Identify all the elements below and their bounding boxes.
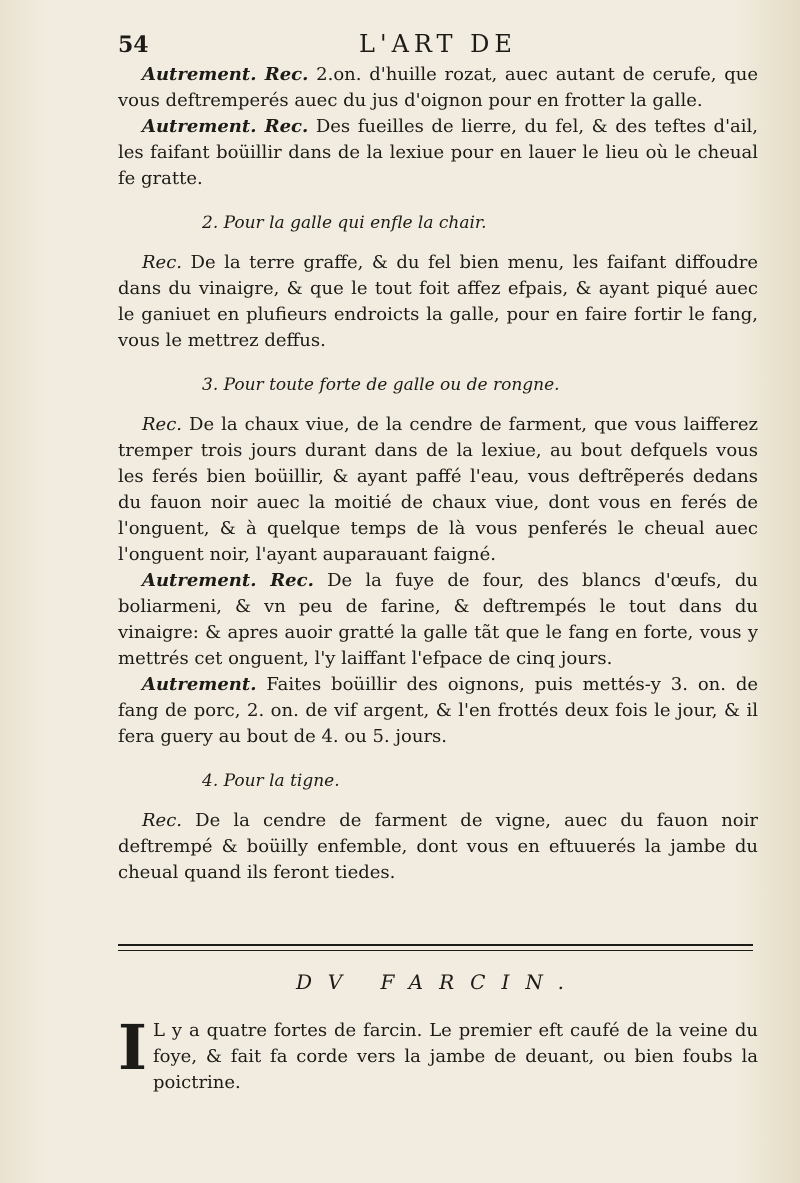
section-paragraph <box>118 1011 758 1096</box>
paragraph-text: De la terre graffe, & du fel bien menu, les faifant diffoudre dans du vinaigre, & que le tout foit affez efpais, & ayant piqué auec le ganiuet en plufieurs endroicts la galle, pour en faire fortir le fang, vous le mettrez deffus. <box>118 252 758 351</box>
section-divider <box>118 944 753 951</box>
recipe-label: Rec. <box>142 414 183 435</box>
paragraph-text: De la chaux viue, de la cendre de farment, que vous laifferez tremper trois jours durant dans de la lexiue, au bout defquels vous les ferés bien boüillir, & ayant paffé l'eau, vous deftrẽperés dedans du fauon noir auec la moitié de chaux viue, dont vous en ferés de l'onguent, & à quelque temps de là vous penferés le cheual auec l'onguent noir, l'ayant auparauant faigné. <box>118 414 758 565</box>
paragraph <box>118 250 758 354</box>
paragraph-text: De la cendre de farment de vigne, auec du fauon noir deftrempé & boüilly enfemble, dont vous en eftuuerés la jambe du cheual quand ils feront tiedes. <box>118 810 758 883</box>
page-header <box>118 28 758 64</box>
subheading: 3. Pour toute forte de galle ou de rongne. <box>202 375 560 395</box>
paragraph <box>118 114 758 192</box>
paragraph <box>118 808 758 886</box>
paragraph <box>118 62 758 114</box>
recipe-label: Autrement. Rec. <box>142 116 309 137</box>
paragraph-text: Faites boüillir des oignons, puis mettés-y 3. on. de fang de porc, 2. on. de vif argent, & l'en frottés deux fois le jour, & il fera guery au bout de 4. ou 5. jours. <box>118 674 758 747</box>
subheading: 4. Pour la tigne. <box>202 771 340 791</box>
section-title: DV FARCIN. <box>296 970 580 994</box>
paragraph <box>118 672 758 750</box>
recipe-label: Autrement. Rec. <box>142 64 309 85</box>
recipe-label: Rec. <box>142 252 183 273</box>
paragraph <box>118 568 758 672</box>
page-body <box>118 62 758 886</box>
paragraph-text: 2.on. d'huille rozat, auec autant de cerufe, que vous deftremperés auec du jus d'oignon pour en frotter la galle. <box>118 64 758 111</box>
running-title: L'ART DE <box>359 30 517 58</box>
subheading: 2. Pour la galle qui enfle la chair. <box>202 213 487 233</box>
page-number: 54 <box>118 32 149 58</box>
recipe-label: Rec. <box>142 810 183 831</box>
recipe-label: Autrement. <box>142 674 257 695</box>
paragraph <box>118 412 758 568</box>
paragraph-text: L y a quatre fortes de farcin. Le premier eft caufé de la veine du foye, & fait fa corde vers la jambe de deuant, ou bien foubs la poictrine. <box>153 1020 758 1093</box>
paragraph-text: De la fuye de four, des blancs d'œufs, du boliarmeni, & vn peu de farine, & deftrempés le tout dans du vinaigre: & apres auoir gratté la galle tãt que le fang en forte, vous y mettrés cet onguent, l'y laiffant l'efpace de cinq jours. <box>118 570 758 669</box>
drop-cap: I <box>118 1011 148 1084</box>
recipe-label: Autrement. Rec. <box>142 570 314 591</box>
paragraph-text: Des fueilles de lierre, du fel, & des teftes d'ail, les faifant boüillir dans de la lexiue pour en lauer le lieu où le cheual fe gratte. <box>118 116 758 189</box>
